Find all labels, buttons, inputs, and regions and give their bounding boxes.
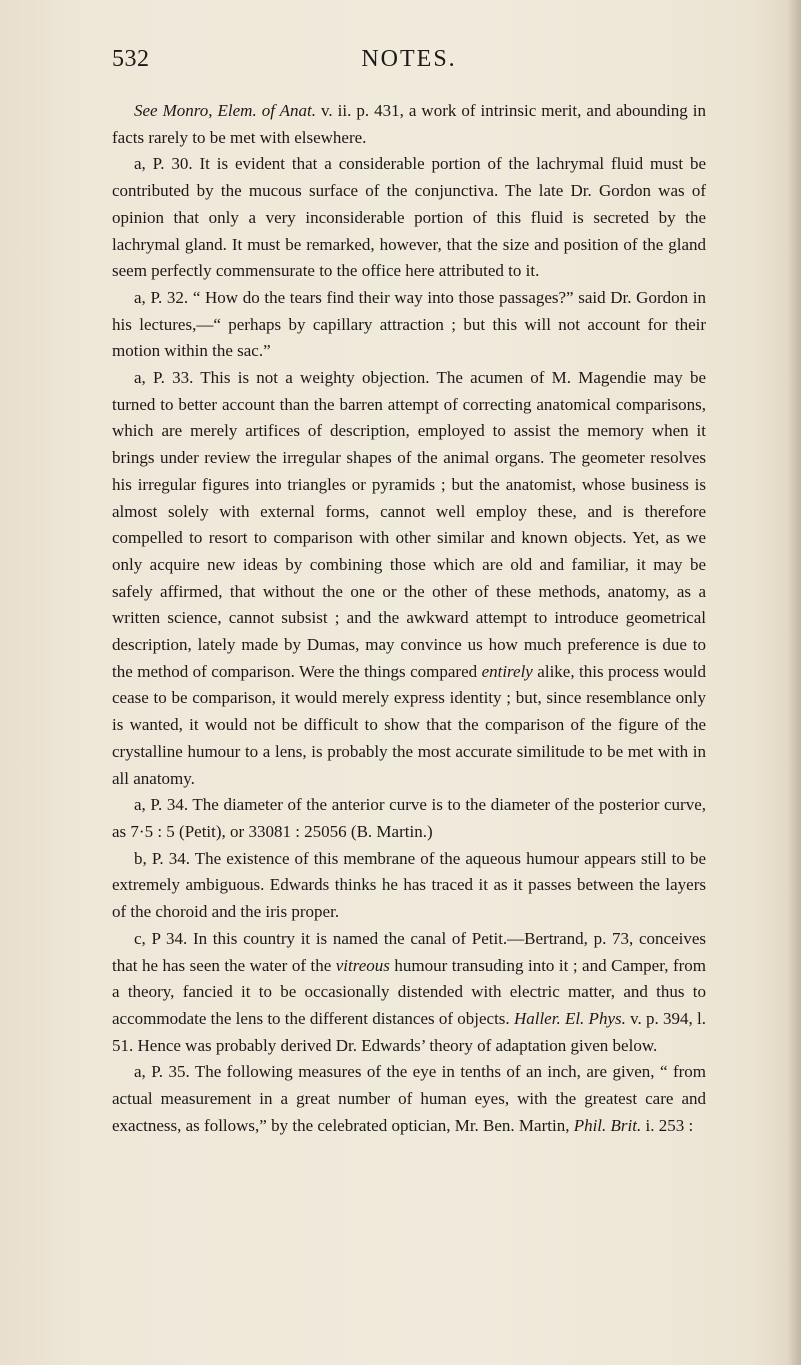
notes-body [112, 98, 706, 1139]
note-paragraph: a, P. 35. The following measures of the eye in tenths of an inch, are given, “ from actual measurement in a great number of human eyes, with the greatest care and exactness, as follows,” by the celebrated optician, Mr. Ben. Martin, Phil. Brit. i. 253 : [112, 1062, 706, 1135]
citation-italic: See Monro, Elem. of Anat. [134, 101, 316, 120]
citation-italic: Haller. El. Phys. [513, 1008, 626, 1028]
note-paragraph: b, P. 34. The existence of this membrane of the aqueous humour appears still to be extremely ambiguous. Edwards thinks he has traced it as it passes between the layers of the choroid and the iris proper. [112, 848, 706, 922]
note-paragraph: See Monro, Elem. of Anat. v. ii. p. 431, a work of intrinsic merit, and abounding in facts rarely to be met with elsewhere. [112, 101, 706, 147]
page-header [112, 46, 706, 80]
note-paragraph: c, P 34. In this country it is named the canal of Petit.—Bertrand, p. 73, conceives that he has seen the water of the vitreous humour transuding into it ; and Camper, from a theory, fancied it to be occasionally distended with electric matter, and thus to accommodate the lens to the different distances of objects. Haller. El. Phys. v. p. 394, l. 51. Hence was probably derived Dr. Edwards’ theory of adaptation given below. [112, 928, 706, 1055]
page-number: 532 [112, 46, 150, 72]
note-paragraph: a, P. 33. This is not a weighty objection. The acumen of M. Magendie may be turned to better account than the barren attempt of correcting anatomical comparisons, which are merely artifices of description, employed to assist the memory when it brings under review the irregular shapes of the animal organs. The geometer resolves his irregular figures into triangles or pyramids ; but the anatomist, whose business is almost solely with external forms, cannot well employ these, and is therefore compelled to resort to comparison with other similar and known objects. Yet, as we only acquire new ideas by combining those which are old and familiar, it may be safely affirmed, that without the one or the other of these methods, anatomy, as a written science, cannot subsist ; and the awkward attempt to introduce geometrical description, lately made by Dumas, may convince us how much preference is due to the method of comparison. Were the things compared entirely alike, this process would cease to be comparison, it would merely express identity ; but, since resemblance only is wanted, it would not be difficult to show that the comparison of the figure of the crystalline humour to a lens, is probably the most accurate similitude to be met with in all anatomy. [112, 368, 706, 788]
emphasis-italic: vitreous [335, 955, 390, 975]
emphasis-italic: entirely [481, 661, 533, 681]
note-paragraph: a, P. 30. It is evident that a considerable portion of the lachrymal fluid must be contributed by the mucous surface of the conjunctiva. The late Dr. Gordon was of opinion that only a very inconsiderable portion of this fluid is secreted by the lachrymal gland. It must be remarked, however, that the size and position of the gland seem perfectly commensurate to the office here attributed to it. [112, 154, 706, 281]
page-edge-shadow [787, 0, 801, 1365]
note-paragraph: a, P. 32. “ How do the tears find their way into those passages?” said Dr. Gordon in his lectures,—“ perhaps by capillary attraction ; but this will not account for their motion within the sac.” [112, 287, 706, 361]
citation-italic: Phil. Brit. [573, 1115, 642, 1135]
running-head: NOTES. [361, 46, 457, 72]
note-paragraph: a, P. 34. The diameter of the anterior curve is to the diameter of the posterior curve, as 7·5 : 5 (Petit), or 33081 : 25056 (B. Martin.) [112, 795, 706, 841]
